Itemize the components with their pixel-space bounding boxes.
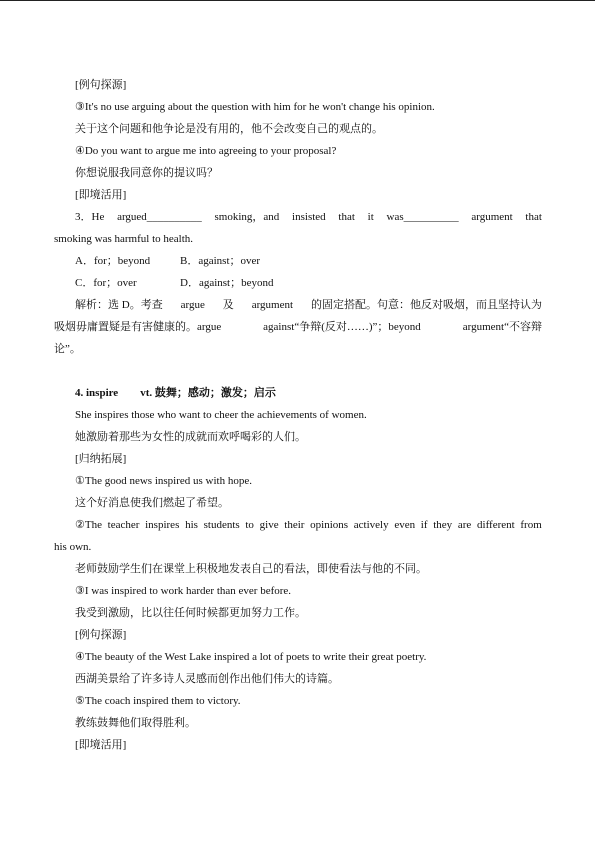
example-sentence-4-cn: 你想说服我同意你的提议吗？ [75,167,218,179]
summary-tag: [归纳拓展] [75,453,127,465]
example-sentence-4-en: ④Do you want to argue me into agreeing to your proposal? [75,145,337,157]
example-5-cn: 教练鼓舞他们取得胜利。 [75,717,196,729]
e2-word: students [203,519,240,531]
example-source-tag: [例句探源] [75,79,127,91]
intro-sentence-cn: 她激励着那些为女性的成就而欢呼喝彩的人们。 [75,431,306,443]
e2-word: are [457,519,472,531]
q3-word: smoking，and [214,211,280,223]
example-2-cn: 老师鼓励学生们在课堂上积极地发表自己的看法，即使看法与他的不同。 [75,563,427,575]
q3-word: 3．He [75,211,105,223]
q3-word: was__________ [386,211,459,223]
e2-word: opinions [310,519,349,531]
answer-fragment: 及 [222,299,234,311]
e2-word: from [520,519,542,531]
e2-word: his [185,519,198,531]
answer-fragment: 解析：选 D。考查 [75,299,163,311]
example-sentence-3-cn: 关于这个问题和他争论是没有用的，他不会改变自己的观点的。 [75,123,383,135]
intro-sentence-en: She inspires those who want to cheer the achievements of women. [75,409,367,421]
example-2-en-continued: his own. [54,541,92,553]
q3-word: that [525,211,542,223]
example-1-en: ①The good news inspired us with hope. [75,475,252,487]
answer-fragment: 的固定搭配。句意：他反对吸烟，而且坚持认为 [310,299,542,311]
question-3 [75,210,542,224]
answer-explanation-line-3: 论”。 [54,343,81,355]
e2-word: to [245,519,254,531]
practice-tag-2: [即境活用] [75,739,127,751]
option-a: A．for；beyond [75,255,151,267]
practice-tag: [即境活用] [75,189,127,201]
example-sentence-3-en: ③It's no use arguing about the question with him for he won't change his opinion. [75,101,435,113]
answer-fragment: argue [180,299,205,311]
answer-explanation-line-1 [75,298,542,312]
e2-word: inspires [145,519,180,531]
e2-word: if [420,519,428,531]
q3-word: argued__________ [117,211,202,223]
e2-word: ②The [75,519,102,531]
e2-word: their [284,519,305,531]
vocab-heading-inspire: 4. inspire vt. 鼓舞；感动；激发；启示 [75,387,276,399]
q3-word: that [338,211,355,223]
e2-word: they [433,519,453,531]
e2-word: different [477,519,515,531]
answer-fragment: against“争辩(反对……)”；beyond [263,321,421,333]
q3-word: it [367,211,374,223]
example-4-cn: 西湖美景给了许多诗人灵感而创作出他们伟大的诗篇。 [75,673,339,685]
e2-word: teacher [107,519,140,531]
option-d: D．against；beyond [180,277,274,289]
example-4-en: ④The beauty of the West Lake inspired a lot of poets to write their great poetry. [75,651,427,663]
q3-word: argument [471,211,513,223]
example-3-en: ③I was inspired to work harder than ever before. [75,585,292,597]
e2-word: give [259,519,279,531]
answer-fragment: argument“不容辩 [462,321,542,333]
answer-explanation-line-2 [54,320,542,334]
e2-word: even [394,519,416,531]
answer-fragment: argument [251,299,294,311]
option-c: C．for；over [75,277,137,289]
option-b: B．against；over [180,255,261,267]
e2-word: actively [353,519,389,531]
example-2-en [75,518,542,532]
example-1-cn: 这个好消息使我们燃起了希望。 [75,497,229,509]
example-5-en: ⑤The coach inspired them to victory. [75,695,241,707]
q3-word: insisted [292,211,326,223]
example-3-cn: 我受到激励，比以往任何时候都更加努力工作。 [75,607,306,619]
answer-fragment: 吸烟毋庸置疑是有害健康的。argue [54,321,222,333]
question-3-continued: smoking was harmful to health. [54,233,194,245]
example-source-tag-2: [例句探源] [75,629,127,641]
